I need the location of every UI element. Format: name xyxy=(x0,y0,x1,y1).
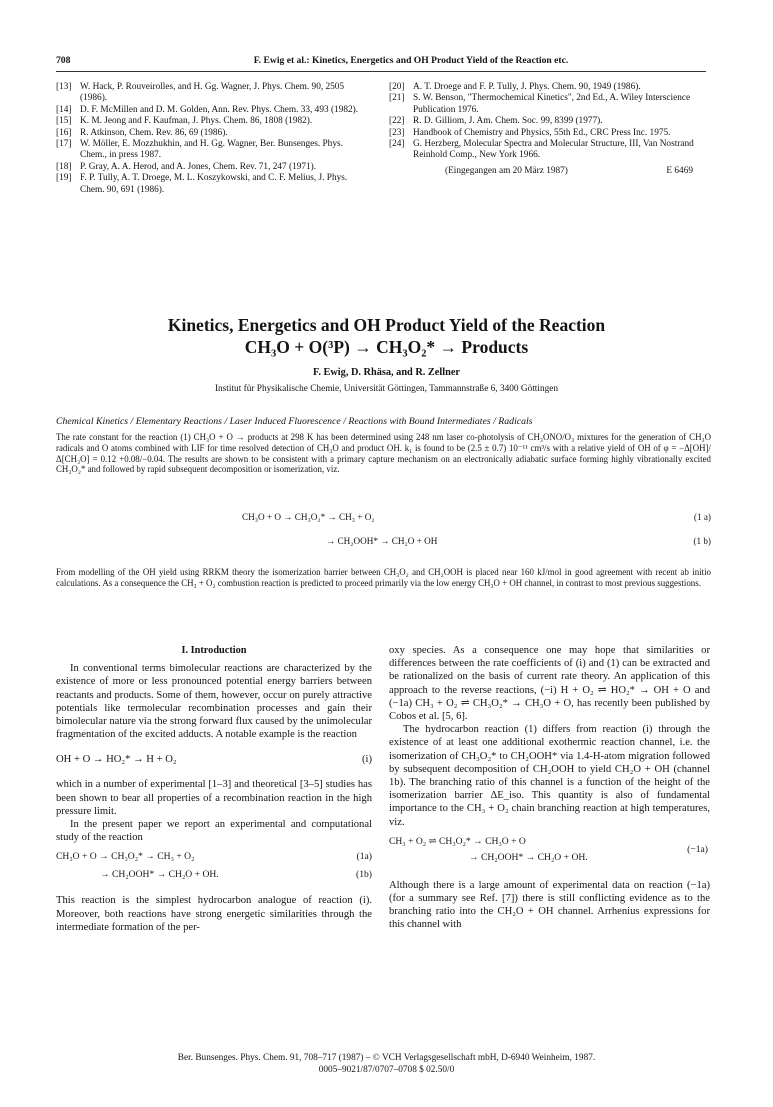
reference-text: S. W. Benson, "Thermochemical Kinetics", 2nd Ed., A. Wiley Interscience Publication 1976. xyxy=(413,93,691,115)
reference-item xyxy=(56,173,368,196)
equation-label: (1b) xyxy=(356,869,372,881)
reference-item xyxy=(389,116,709,127)
equation-expression: OH + O → HO₂* → H + O₂ xyxy=(56,754,177,766)
body-column-right xyxy=(389,644,710,932)
reference-number: [16] xyxy=(56,127,72,138)
price-code-line: 0005–9021/87/0707–0708 $ 02.50/0 xyxy=(318,1065,455,1075)
reference-item xyxy=(56,162,368,173)
reference-text: A. T. Droege and F. P. Tully, J. Phys. Chem. 90, 1949 (1986). xyxy=(413,82,641,92)
reference-text: G. Herzberg, Molecular Spectra and Molecular Structure, III, Van Nostrand Reinhold Comp., New York 1966. xyxy=(413,139,694,161)
reference-item xyxy=(56,128,368,139)
body-paragraph: In conventional terms bimolecular reactions are characterized by the existence of more or less pronounced potential energy barriers between reactants and products. Some of them, however, occur on purely attractive potentials like termolecular recombination processes and gain their bimolecular nature via the strong forward flux caused by the unimolecular fragmentation of the excited adducts. A notable example is the reaction xyxy=(56,663,372,741)
page-number: 708 xyxy=(56,55,71,66)
running-title: F. Ewig et al.: Kinetics, Energetics and OH Product Yield of the Reaction etc. xyxy=(253,55,569,66)
citation-line: Ber. Bunsenges. Phys. Chem. 91, 708–717 (1987) – © VCH Verlagsgesellschaft mbH, D-6940 Weinheim, 1987. xyxy=(177,1053,596,1063)
body-paragraph: The hydrocarbon reaction (1) differs from reaction (i) through the existence of at least one additional exothermic reaction channel, i.e. the isomerization of CH₃O₂* to CH₂OOH* via 1.4-H-atom migration followed by subsequent decomposition of CH₂OOH to yield CH₂O + OH (channel 1b). The branching ratio of this channel is a function of the height of the isomerization barrier ΔE_iso. This quantity is also of fundamental importance to the CH₃ + O₂ chain branching reaction at high temperatures, viz. xyxy=(389,724,710,828)
reference-number: [23] xyxy=(389,127,405,138)
body-paragraph: In the present paper we report an experimental and computational study of the reaction xyxy=(56,819,372,844)
reference-number: [21] xyxy=(389,93,405,104)
references-right-column xyxy=(389,82,709,178)
equation-label: (1 b) xyxy=(693,536,711,546)
author-list: F. Ewig, D. Rhäsa, and R. Zellner xyxy=(313,367,460,378)
reference-number: [20] xyxy=(389,82,405,92)
reference-text: W. Hack, P. Rouveirolles, and H. Gg. Wagner, J. Phys. Chem. 90, 2505 (1986). xyxy=(80,82,345,104)
equation-expression: CH₃O + O → CH₃O₂* → CH₃ + O₂ xyxy=(56,851,195,863)
equation-expression: CH₃O + O → CH₃O₂* → CH₃ + O₂ xyxy=(242,512,375,522)
body-paragraph: which in a number of experimental [1–3] and theoretical [3–5] studies has been shown to bear all properties of a recombination reaction in the high pressure limit. xyxy=(56,779,372,817)
equation-row xyxy=(56,512,711,526)
reference-item xyxy=(56,82,368,105)
reference-number: [15] xyxy=(56,116,72,127)
reference-item xyxy=(389,93,709,116)
page-footer xyxy=(0,1052,773,1076)
reference-item xyxy=(56,116,368,127)
reference-text: R. Atkinson, Chem. Rev. 86, 69 (1986). xyxy=(80,127,228,138)
references-left-column xyxy=(56,82,368,196)
equation-1 xyxy=(56,850,372,886)
reference-number: [22] xyxy=(389,116,405,127)
reference-number: [13] xyxy=(56,82,72,92)
body-paragraph: This reaction is the simplest hydrocarbon analogue of reaction (i). Moreover, both reactions have strong energetic similarities through the intermediate formation of the per- xyxy=(56,895,372,933)
received-date: (Eingegangen am 20 März 1987) xyxy=(445,165,568,176)
abstract-equations xyxy=(56,512,711,552)
reference-item xyxy=(389,128,709,139)
header-rule xyxy=(56,71,706,72)
equation-minus-1a xyxy=(389,835,710,871)
body-paragraph: Although there is a large amount of experimental data on reaction (−1a) (for a summary see Ref. [7]) there is still conflicting evidence as to the branching ratio into the CH₂O + OH channel. Arrhenius expressions for this channel with xyxy=(389,879,710,931)
reference-number: [14] xyxy=(56,104,72,115)
reference-text: P. Gray, A. A. Herod, and A. Jones, Chem. Rev. 71, 247 (1971). xyxy=(80,161,317,172)
affiliation: Institut für Physikalische Chemie, Universität Göttingen, Tammannstraße 6, 3400 Göttingen xyxy=(214,384,559,394)
reference-text: R. D. Gilliom, J. Am. Chem. Soc. 99, 8399 (1977). xyxy=(413,116,603,127)
equation-expression: → CH₂OOH* → CH₂O + OH. xyxy=(100,869,219,881)
running-head xyxy=(56,54,706,70)
reference-text: K. M. Jeong and F. Kaufman, J. Phys. Chem. 86, 1808 (1982). xyxy=(80,116,313,127)
body-paragraph: oxy species. As a consequence one may hope that similarities or differences between the rate coefficients of (i) and (1) can be extracted and be rationalized on the basis of current rate theory. An application of this approach to the reverse reactions, (−i) H + O₂ ⇌ HO₂* → OH + O and (−1a) CH₃ + O₂ ⇌ CH₃O₂* → CH₃O + O, has recently been published by Cobos et al. [5, 6]. xyxy=(389,645,710,723)
section-heading: I. Introduction xyxy=(181,645,247,656)
reference-number: [17] xyxy=(56,139,72,150)
reference-number: [18] xyxy=(56,161,72,172)
article-title-line-2: CH₃O + O(³P) → CH₃O₂* → Products xyxy=(244,337,529,357)
equation-expression: → CH₂OOH* → CH₂O + OH. xyxy=(469,851,588,863)
abstract-part-2: From modelling of the OH yield using RRKM theory the isomerization barrier between CH₃O₂ and CH₂OOH is placed near 160 kJ/mol in good agreement with recent ab initio calculations. As a consequence the CH₃ + O₂ combustion reaction is predicted to proceed primarily via the low energy CH₃O + OH channel, in contrast to most previous suggestions. xyxy=(56,567,711,588)
equation-i xyxy=(56,753,372,768)
equation-row xyxy=(56,536,711,550)
equation-label: (−1a) xyxy=(687,843,708,855)
reference-number: [24] xyxy=(389,139,405,150)
body-column-left xyxy=(56,644,372,934)
reference-item xyxy=(389,139,709,162)
reference-text: D. F. McMillen and D. M. Golden, Ann. Rev. Phys. Chem. 33, 493 (1982). xyxy=(80,104,359,115)
received-line xyxy=(389,166,709,178)
reference-text: Handbook of Chemistry and Physics, 55th Ed., CRC Press Inc. 1975. xyxy=(413,127,671,138)
manuscript-code: E 6469 xyxy=(666,165,693,176)
keywords-line: Chemical Kinetics / Elementary Reactions / Laser Induced Fluorescence / Reactions with Bound Intermediates / Radicals xyxy=(56,416,533,427)
equation-label: (1a) xyxy=(356,851,372,863)
equation-expression: CH₃ + O₂ ⇌ CH₃O₂* → CH₃O + O xyxy=(389,835,526,847)
reference-item xyxy=(56,139,368,162)
equation-label: (i) xyxy=(362,754,372,766)
article-title-line-1: Kinetics, Energetics and OH Product Yield of the Reaction xyxy=(167,315,606,335)
reference-text: W. Möller, E. Mozzhukhin, and H. Gg. Wagner, Ber. Bunsenges. Phys. Chem., in press 1987. xyxy=(80,139,343,161)
reference-number: [19] xyxy=(56,173,72,184)
equation-expression: → CH₂OOH* → CH₂O + OH xyxy=(326,536,438,546)
reference-item xyxy=(56,105,368,116)
abstract-part-1: The rate constant for the reaction (1) CH₃O + O → products at 298 K has been determined using 248 nm laser co-photolysis of CH₃ONO/O₃ mixtures for the generation of CH₃O radicals and O atoms combined with LIF for time resolved detection of CH₃O and product OH. k₁ is found to be (2.5 ± 0.7) 10⁻¹¹ cm³/s with a relative yield of OH of φ = −Δ[OH]/Δ[CH₃O] = 0.12 +0.08/−0.04. The results are shown to be consistent with a primary capture mechanism on an electronically adiabatic surface forming highly vibrationally excited CH₃O₂* and followed by rapid subsequent decomposition or isomerization, viz. xyxy=(56,432,711,475)
reference-text: F. P. Tully, A. T. Droege, M. L. Koszykowski, and C. F. Melius, J. Phys. Chem. 90, 691 (1986). xyxy=(80,173,348,195)
equation-label: (1 a) xyxy=(693,512,711,522)
article-header xyxy=(0,315,773,394)
reference-item xyxy=(389,82,709,93)
